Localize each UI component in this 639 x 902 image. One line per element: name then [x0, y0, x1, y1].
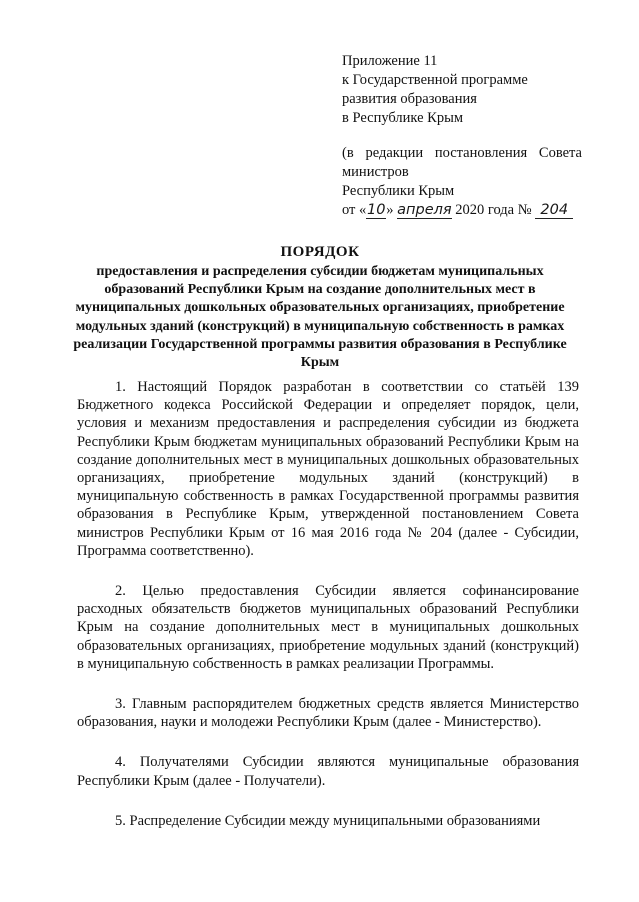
- appendix-line-2: к Государственной программе: [342, 72, 528, 88]
- handwritten-number: 204: [535, 203, 573, 219]
- edition-date-line: [342, 201, 582, 220]
- appendix-block: [342, 52, 582, 220]
- document-subtitle: предоставления и распределения субсидии бюджетам муниципальных образований Республики Крым на создание дополнительных мест в муниципальных дошкольных образовательных организациях, приобретение модульных зданий (конструкций) в муниципальную собственность в рамках реализации Государственной программы развития образования в Республике Крым: [73, 264, 567, 371]
- appendix-line-4: в Республике Крым: [342, 110, 463, 126]
- appendix-line-3: развития образования: [342, 91, 477, 107]
- edition-line-1: (в редакции постановления Совета: [342, 145, 582, 161]
- date-year: 2020 года №: [455, 202, 532, 218]
- paragraph-3: 3. Главным распорядителем бюджетных средств является Министерство образования, науки и молодежи Республики Крым (далее - Министерство).: [77, 696, 579, 731]
- paragraph-1: 1. Настоящий Порядок разработан в соответствии со статьёй 139 Бюджетного кодекса Российской Федерации и определяет порядок, цели, условия и механизм предоставления и распределения субсидии из бюджета Республики Крым бюджетам муниципальных образований Республики Крым на создание дополнительных мест в муниципальных дошкольных образовательных организациях, приобретение модульных зданий (конструкций) в муниципальную собственность в рамках Государственной программы развития образования в Республике Крым, утвержденной постановлением Совета министров Республики Крым от 16 мая 2016 года № 204 (далее - Субсидии, Программа соответственно).: [77, 379, 579, 559]
- document-title: ПОРЯДОК: [280, 244, 360, 260]
- paragraph-4: 4. Получателями Субсидии являются муниципальные образования Республики Крым (далее - Получатели).: [77, 754, 579, 789]
- handwritten-month: апреля: [397, 202, 452, 218]
- paragraph-2: 2. Целью предоставления Субсидии является софинансирование расходных обязательств бюджетов муниципальных образований Республики Крым на создание дополнительных мест в муниципальных дошкольных образовательных организациях, приобретение модульных зданий (конструкций) в муниципальную собственность в рамках реализации Программы.: [77, 583, 579, 672]
- appendix-line-1: Приложение 11: [342, 53, 438, 69]
- handwritten-day: 10: [367, 202, 386, 218]
- edition-line-3: Республики Крым: [342, 183, 455, 199]
- date-mid: »: [386, 202, 394, 218]
- date-prefix: от «: [342, 202, 367, 218]
- paragraph-5: 5. Распределение Субсидии между муниципальными образованиями: [115, 812, 541, 829]
- document-body: [77, 378, 579, 852]
- edition-line-2: министров: [342, 164, 409, 180]
